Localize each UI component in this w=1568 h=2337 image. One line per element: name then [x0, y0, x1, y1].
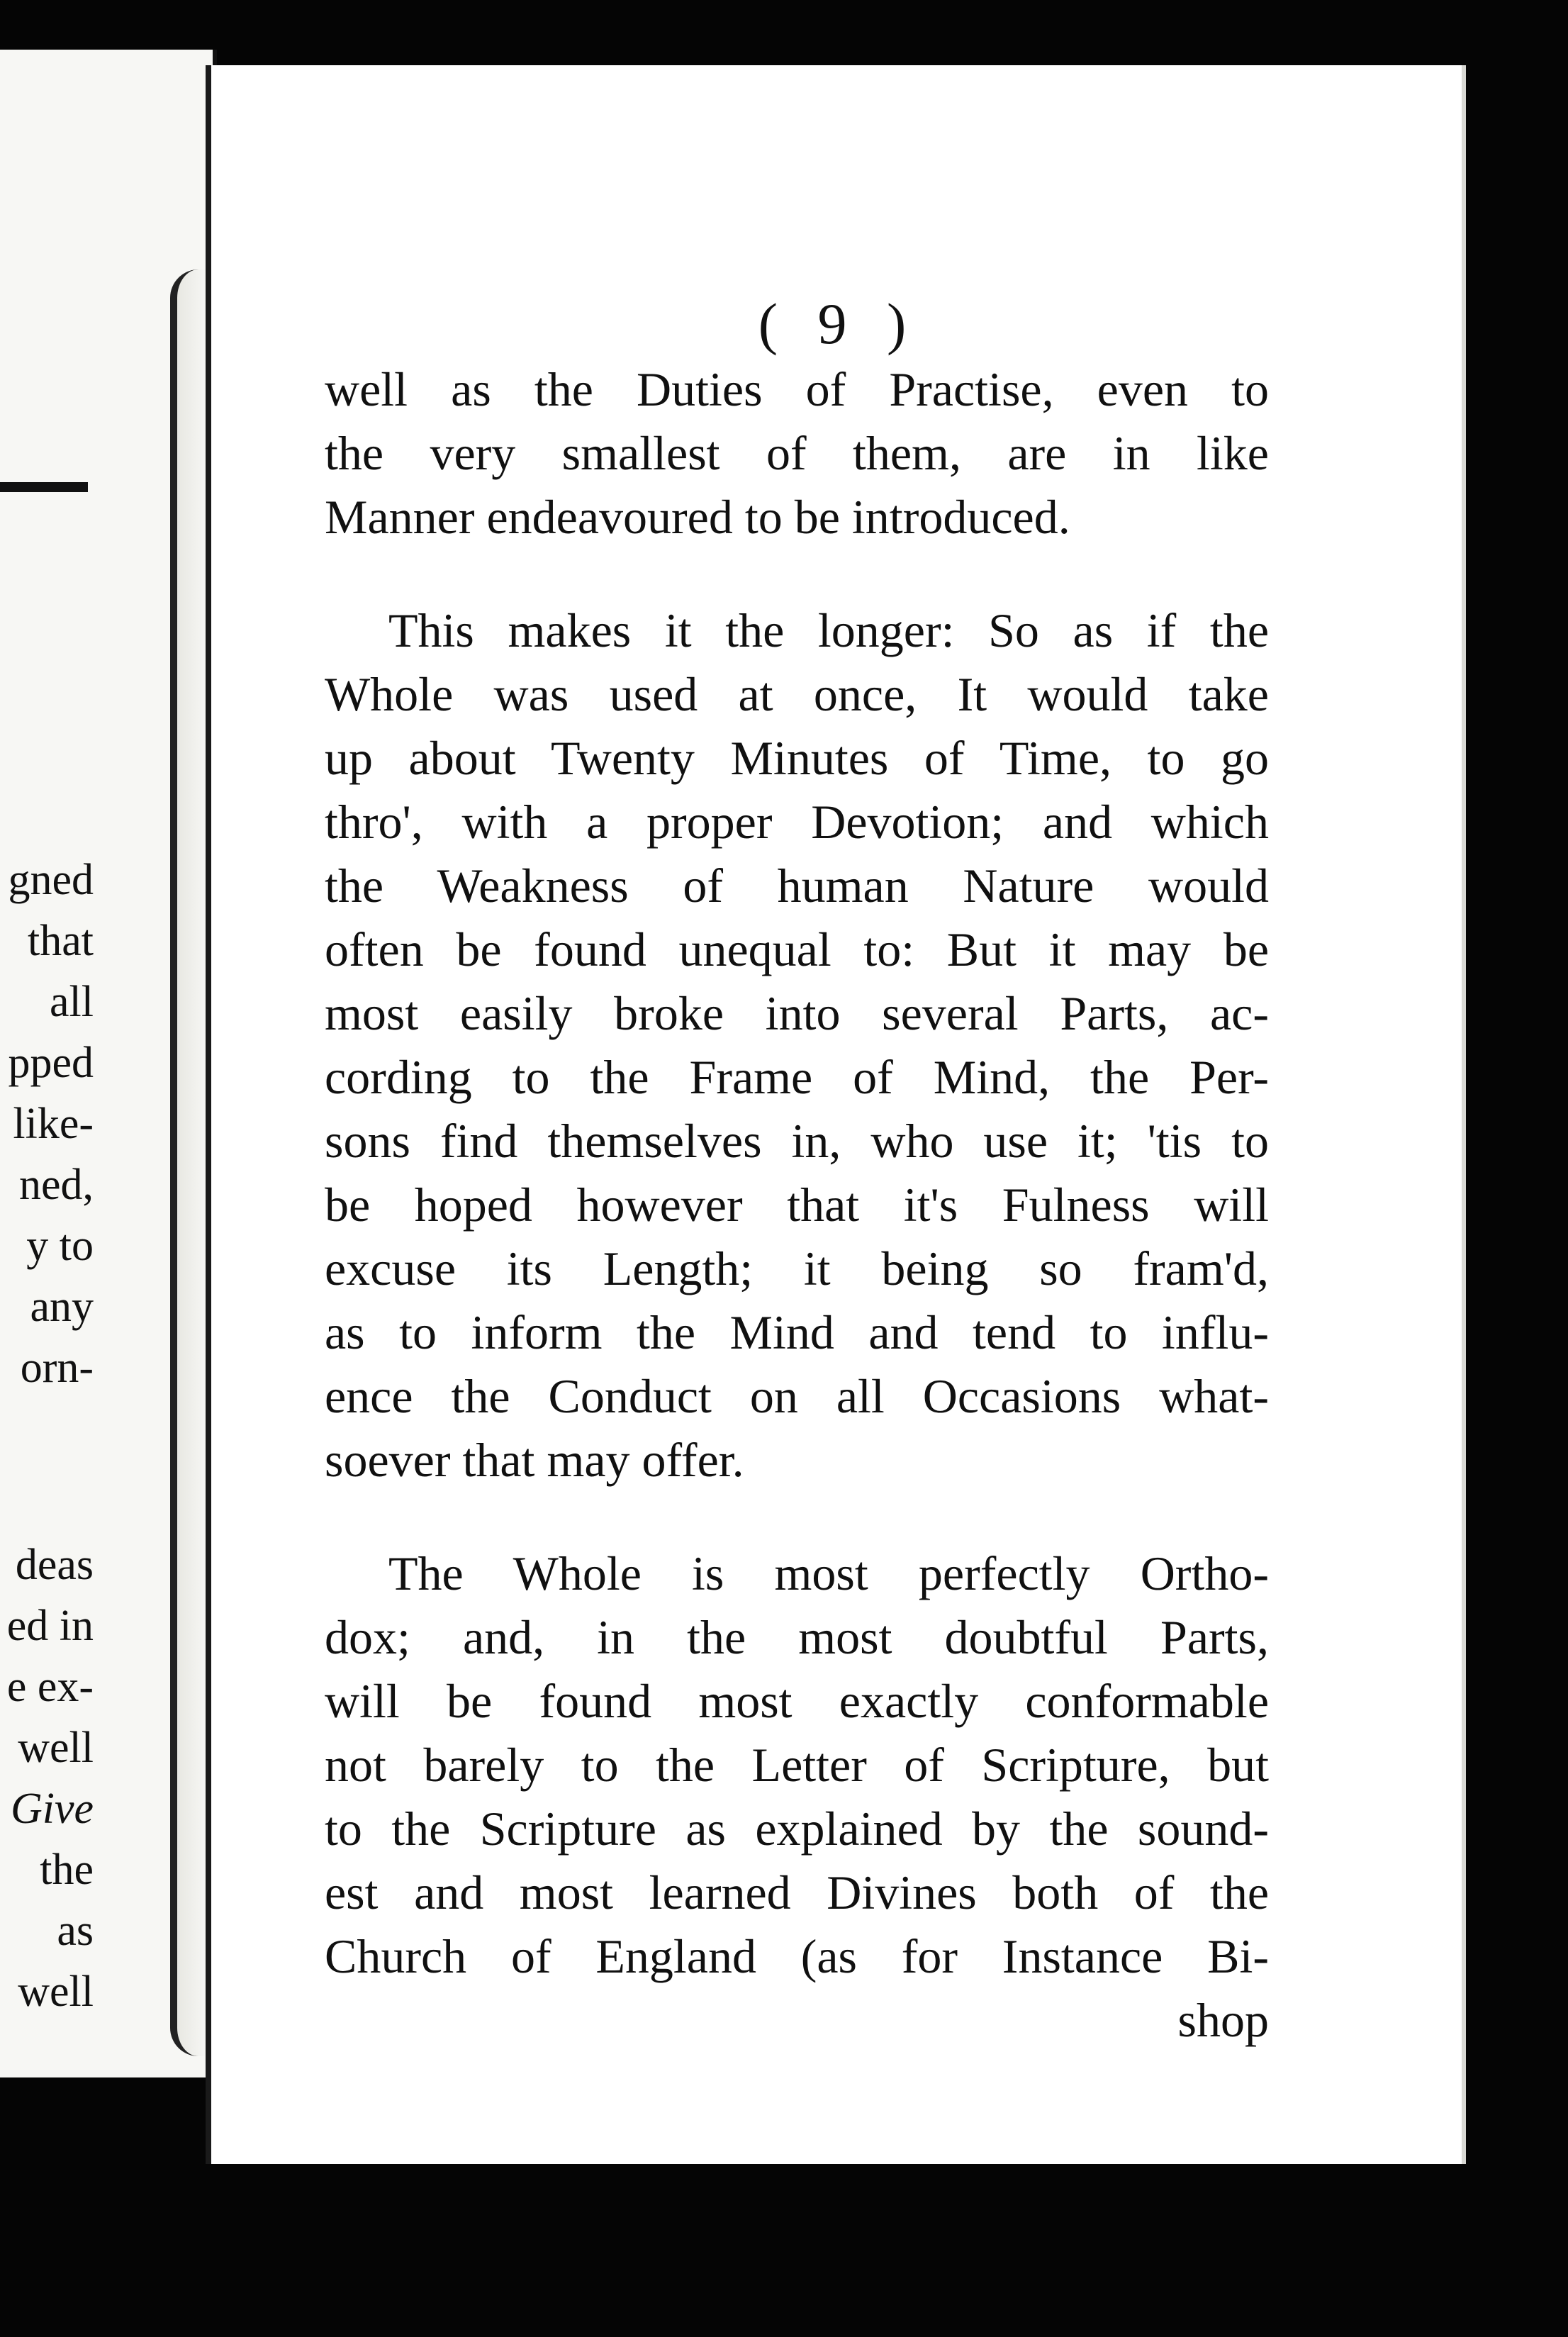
previous-page-fragment: like-: [13, 1100, 94, 1148]
page-number: ( 9 ): [758, 291, 919, 356]
previous-page-fragment: pped: [8, 1039, 94, 1087]
text-line: will be found most exactly conformable: [325, 1674, 1269, 1728]
previous-page-fragment: gned: [8, 856, 94, 904]
text-line: the Weakness of human Nature would: [325, 859, 1269, 913]
text-line: Whole was used at once, It would take: [325, 667, 1269, 721]
previous-page-fragment: e ex-: [6, 1663, 94, 1711]
text-line: ence the Conduct on all Occasions what-: [325, 1369, 1269, 1423]
previous-page-fragment: that: [28, 917, 94, 965]
text-line: be hoped however that it's Fulness will: [325, 1178, 1269, 1232]
text-line: most easily broke into several Parts, ac-: [325, 986, 1269, 1040]
previous-page-fragment: as: [57, 1907, 94, 1955]
text-line: excuse its Length; it being so fram'd,: [325, 1242, 1269, 1295]
text-line: often be found unequal to: But it may be: [325, 922, 1269, 976]
previous-page-fragment: Give: [10, 1785, 94, 1833]
text-line: shop: [1177, 1993, 1269, 2047]
previous-page-fragment: any: [30, 1283, 94, 1331]
previous-page-fragment: well: [18, 1724, 94, 1772]
text-line: not barely to the Letter of Scripture, but: [325, 1738, 1269, 1792]
previous-page-fragment: well: [18, 1968, 94, 2016]
previous-page-fragment: ned,: [18, 1161, 94, 1209]
text-line: Manner endeavoured to be introduced.: [325, 490, 1070, 544]
text-line: well as the Duties of Practise, even to: [325, 362, 1269, 416]
previous-page-fragment: ed in: [6, 1602, 94, 1650]
text-line: up about Twenty Minutes of Time, to go: [325, 731, 1269, 785]
text-line: the very smallest of them, are in like: [325, 426, 1269, 480]
previous-page-fragment: all: [50, 978, 94, 1026]
text-line: This makes it the longer: So as if the: [388, 603, 1269, 657]
previous-page-fragment: the: [40, 1846, 94, 1894]
previous-page-fragment: deas: [15, 1541, 94, 1589]
previous-page-fragment: y to: [26, 1222, 94, 1270]
text-line: to the Scripture as explained by the sound-: [325, 1802, 1269, 1856]
text-line: sons find themselves in, who use it; 'tis to: [325, 1114, 1269, 1168]
text-line: as to inform the Mind and tend to influ-: [325, 1305, 1269, 1359]
text-line: dox; and, in the most doubtful Parts,: [325, 1610, 1269, 1664]
text-line: thro', with a proper Devotion; and which: [325, 795, 1269, 849]
text-line: est and most learned Divines both of the: [325, 1865, 1269, 1919]
previous-page-fragment: orn-: [20, 1344, 94, 1392]
previous-page-rule: [0, 482, 88, 492]
book-page: [206, 65, 1466, 2164]
text-line: Church of England (as for Instance Bi-: [325, 1929, 1269, 1983]
text-line: soever that may offer.: [325, 1433, 744, 1487]
text-line: cording to the Frame of Mind, the Per-: [325, 1050, 1269, 1104]
text-line: The Whole is most perfectly Ortho-: [388, 1546, 1269, 1600]
